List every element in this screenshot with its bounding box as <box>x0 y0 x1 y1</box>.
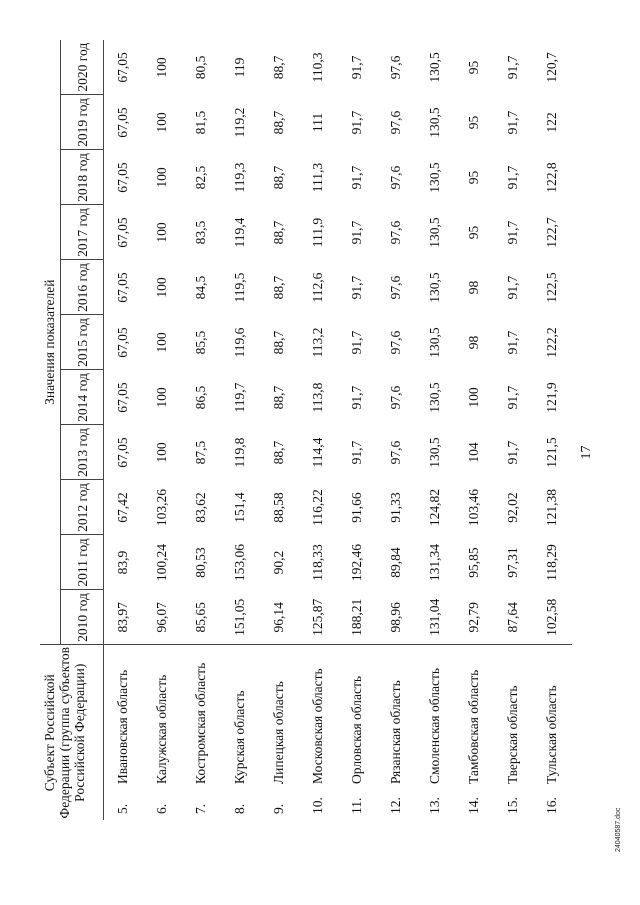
value-cell: 119,6 <box>232 327 247 358</box>
value-cell: 67,05 <box>115 162 131 193</box>
value-cell: 119 <box>232 57 247 78</box>
value-cell: 118,29 <box>544 544 559 581</box>
row-number: 6. <box>154 803 169 814</box>
value-cell: 111,3 <box>310 162 325 193</box>
value-cell: 91,7 <box>349 220 364 245</box>
year-header: 2011 год <box>61 535 104 590</box>
value-cell: 97,6 <box>388 440 403 465</box>
value-cell: 100 <box>154 442 169 463</box>
subject-cell <box>416 645 455 820</box>
table-row <box>416 40 455 820</box>
value-cell: 80,5 <box>193 55 208 80</box>
value-cell: 91,7 <box>349 440 364 465</box>
value-cell: 67,05 <box>115 272 131 303</box>
value-cell: 67,05 <box>115 52 131 83</box>
value-cell: 119,3 <box>232 162 247 193</box>
value-cell: 97,6 <box>388 220 403 245</box>
value-cell: 96,14 <box>271 602 286 633</box>
value-cell: 97,6 <box>388 110 403 135</box>
region-name: Тульская область <box>544 685 559 784</box>
value-cell: 122,8 <box>544 162 559 193</box>
subject-cell <box>377 645 416 820</box>
year-header: 2016 год <box>61 260 104 315</box>
value-cell: 110,3 <box>310 52 325 83</box>
table-row <box>260 40 299 820</box>
value-cell: 118,33 <box>310 544 325 581</box>
value-cell: 130,5 <box>427 272 442 303</box>
value-cell: 124,82 <box>427 488 442 527</box>
region-name: Рязанская область <box>388 680 403 784</box>
table-row <box>299 40 338 820</box>
year-header: 2015 год <box>61 315 104 370</box>
row-number: 10. <box>310 797 325 814</box>
indicators-table <box>40 40 572 820</box>
region-name: Костромская область <box>193 662 208 784</box>
value-cell: 100 <box>154 387 169 408</box>
row-number: 8. <box>232 803 247 814</box>
value-cell: 91,7 <box>505 110 520 135</box>
year-header: 2017 год <box>61 205 104 260</box>
value-cell: 88,7 <box>271 55 286 80</box>
region-name: Тверская область <box>505 685 520 784</box>
table-row <box>377 40 416 820</box>
value-cell: 87,64 <box>505 602 520 633</box>
value-cell: 97,31 <box>505 547 520 578</box>
value-cell: 91,7 <box>505 165 520 190</box>
value-cell: 90,2 <box>271 550 286 575</box>
table-row <box>533 40 572 820</box>
row-number: 11. <box>349 797 364 814</box>
value-cell: 97,6 <box>388 275 403 300</box>
value-cell: 122,5 <box>544 272 559 303</box>
table-row <box>338 40 377 820</box>
value-cell: 88,7 <box>271 330 286 355</box>
subject-cell <box>221 645 260 820</box>
table-row <box>143 40 182 820</box>
document-code: 24040587.doc <box>615 807 622 852</box>
row-number: 16. <box>544 797 559 814</box>
value-cell: 91,7 <box>505 55 520 80</box>
value-cell: 102,58 <box>544 598 559 636</box>
region-name: Смоленская область <box>427 667 442 784</box>
value-cell: 67,42 <box>115 492 131 523</box>
year-header: 2010 год <box>61 590 104 645</box>
value-cell: 100 <box>154 277 169 298</box>
value-cell: 91,7 <box>505 385 520 410</box>
value-cell: 113,2 <box>310 327 325 358</box>
value-cell: 151,05 <box>232 598 247 636</box>
value-cell: 122,2 <box>544 327 559 358</box>
value-cell: 97,6 <box>388 330 403 355</box>
value-cell: 88,7 <box>271 385 286 410</box>
value-cell: 67,05 <box>115 217 131 248</box>
row-number: 12. <box>388 797 403 814</box>
value-cell: 131,34 <box>427 543 442 582</box>
value-cell: 130,5 <box>427 382 442 413</box>
subject-cell <box>494 645 533 820</box>
value-cell: 95 <box>466 170 481 185</box>
value-cell: 91,7 <box>505 220 520 245</box>
value-cell: 100 <box>154 167 169 188</box>
subject-cell <box>143 645 182 820</box>
value-cell: 83,9 <box>115 550 131 575</box>
subject-cell <box>260 645 299 820</box>
value-cell: 91,7 <box>349 275 364 300</box>
region-name: Ивановская область <box>115 669 131 784</box>
value-cell: 130,5 <box>427 217 442 248</box>
value-cell: 84,5 <box>193 275 208 300</box>
value-cell: 111,9 <box>310 217 325 248</box>
value-cell: 95 <box>466 225 481 240</box>
value-cell: 119,8 <box>232 437 247 468</box>
value-cell: 67,05 <box>115 382 131 413</box>
value-cell: 92,02 <box>505 492 520 523</box>
subject-cell <box>104 645 143 820</box>
value-cell: 97,6 <box>388 55 403 80</box>
value-cell: 98 <box>466 335 481 350</box>
year-header: 2018 год <box>61 150 104 205</box>
value-cell: 95,85 <box>466 547 481 578</box>
value-cell: 120,7 <box>544 52 559 83</box>
value-cell: 100 <box>466 387 481 408</box>
value-cell: 121,9 <box>544 382 559 413</box>
value-cell: 92,79 <box>466 602 481 633</box>
value-cell: 91,7 <box>349 110 364 135</box>
subject-cell <box>299 645 338 820</box>
values-group-header: Значения показателей <box>40 40 61 645</box>
value-cell: 151,4 <box>232 492 247 523</box>
value-cell: 85,65 <box>193 602 208 633</box>
value-cell: 100 <box>154 112 169 133</box>
value-cell: 114,4 <box>310 437 325 468</box>
subject-cell <box>533 645 572 820</box>
value-cell: 119,7 <box>232 382 247 413</box>
value-cell: 122,7 <box>544 217 559 248</box>
value-cell: 153,06 <box>232 543 247 582</box>
header-row-group <box>40 40 61 820</box>
value-cell: 119,5 <box>232 272 247 303</box>
value-cell: 119,4 <box>232 217 247 248</box>
table-row <box>221 40 260 820</box>
value-cell: 91,33 <box>388 492 403 523</box>
value-cell: 103,26 <box>154 488 169 527</box>
table-row <box>182 40 221 820</box>
year-header: 2012 год <box>61 480 104 535</box>
value-cell: 125,87 <box>310 598 325 636</box>
value-cell: 100 <box>154 332 169 353</box>
value-cell: 88,58 <box>271 492 286 523</box>
value-cell: 122 <box>544 112 559 133</box>
value-cell: 91,7 <box>505 440 520 465</box>
rotated-landscape-page <box>40 40 600 865</box>
value-cell: 89,84 <box>388 547 403 578</box>
page-number: 17 <box>579 445 594 460</box>
value-cell: 98,96 <box>388 602 403 633</box>
value-cell: 113,8 <box>310 382 325 413</box>
row-number: 9. <box>271 803 286 814</box>
value-cell: 130,5 <box>427 162 442 193</box>
value-cell: 91,7 <box>349 385 364 410</box>
value-cell: 91,7 <box>349 165 364 190</box>
year-header: 2014 год <box>61 370 104 425</box>
table-row <box>494 40 533 820</box>
value-cell: 88,7 <box>271 275 286 300</box>
value-cell: 95 <box>466 60 481 75</box>
value-cell: 86,5 <box>193 385 208 410</box>
subject-cell <box>338 645 377 820</box>
value-cell: 67,05 <box>115 327 131 358</box>
year-header: 2020 год <box>61 40 104 95</box>
value-cell: 130,5 <box>427 107 442 138</box>
region-name: Калужская область <box>154 674 169 784</box>
region-name: Орловская область <box>349 675 364 784</box>
value-cell: 100 <box>154 222 169 243</box>
value-cell: 100,24 <box>154 543 169 582</box>
value-cell: 91,7 <box>505 330 520 355</box>
value-cell: 121,38 <box>544 488 559 527</box>
value-cell: 116,22 <box>310 489 325 526</box>
subject-cell <box>182 645 221 820</box>
value-cell: 100 <box>154 57 169 78</box>
row-number: 5. <box>115 803 131 814</box>
subject-column-header: Субъект Российской Федерации (группа субъектов Российской Федерации) <box>40 645 104 820</box>
table-row <box>104 40 143 820</box>
row-number: 15. <box>505 797 520 814</box>
value-cell: 81,5 <box>193 110 208 135</box>
value-cell: 83,62 <box>193 492 208 523</box>
value-cell: 130,5 <box>427 327 442 358</box>
value-cell: 87,5 <box>193 440 208 465</box>
value-cell: 88,7 <box>271 110 286 135</box>
region-name: Липецкая область <box>271 681 286 784</box>
value-cell: 85,5 <box>193 330 208 355</box>
value-cell: 80,53 <box>193 547 208 578</box>
value-cell: 88,7 <box>271 440 286 465</box>
value-cell: 91,66 <box>349 492 364 523</box>
value-cell: 67,05 <box>115 437 131 468</box>
value-cell: 96,07 <box>154 602 169 633</box>
value-cell: 188,21 <box>349 598 364 636</box>
table-row <box>455 40 494 820</box>
year-header: 2013 год <box>61 425 104 480</box>
value-cell: 91,7 <box>505 275 520 300</box>
region-name: Тамбовская область <box>466 669 481 784</box>
region-name: Московская область <box>310 668 325 784</box>
value-cell: 119,2 <box>232 107 247 138</box>
subject-cell <box>455 645 494 820</box>
value-cell: 67,05 <box>115 107 131 138</box>
row-number: 13. <box>427 797 442 814</box>
value-cell: 192,46 <box>349 543 364 582</box>
value-cell: 83,5 <box>193 220 208 245</box>
value-cell: 98 <box>466 280 481 295</box>
value-cell: 111 <box>310 112 325 133</box>
value-cell: 82,5 <box>193 165 208 190</box>
row-number: 7. <box>193 803 208 814</box>
value-cell: 104 <box>466 442 481 463</box>
region-name: Курская область <box>232 690 247 784</box>
value-cell: 112,6 <box>310 272 325 303</box>
value-cell: 121,5 <box>544 437 559 468</box>
row-number: 14. <box>466 797 481 814</box>
year-header: 2019 год <box>61 95 104 150</box>
value-cell: 130,5 <box>427 52 442 83</box>
value-cell: 131,04 <box>427 598 442 636</box>
value-cell: 83,97 <box>115 602 131 633</box>
table-body <box>104 40 572 820</box>
value-cell: 88,7 <box>271 165 286 190</box>
value-cell: 91,7 <box>349 55 364 80</box>
value-cell: 97,6 <box>388 165 403 190</box>
value-cell: 103,46 <box>466 488 481 527</box>
value-cell: 97,6 <box>388 385 403 410</box>
value-cell: 88,7 <box>271 220 286 245</box>
value-cell: 91,7 <box>349 330 364 355</box>
value-cell: 130,5 <box>427 437 442 468</box>
value-cell: 95 <box>466 115 481 130</box>
